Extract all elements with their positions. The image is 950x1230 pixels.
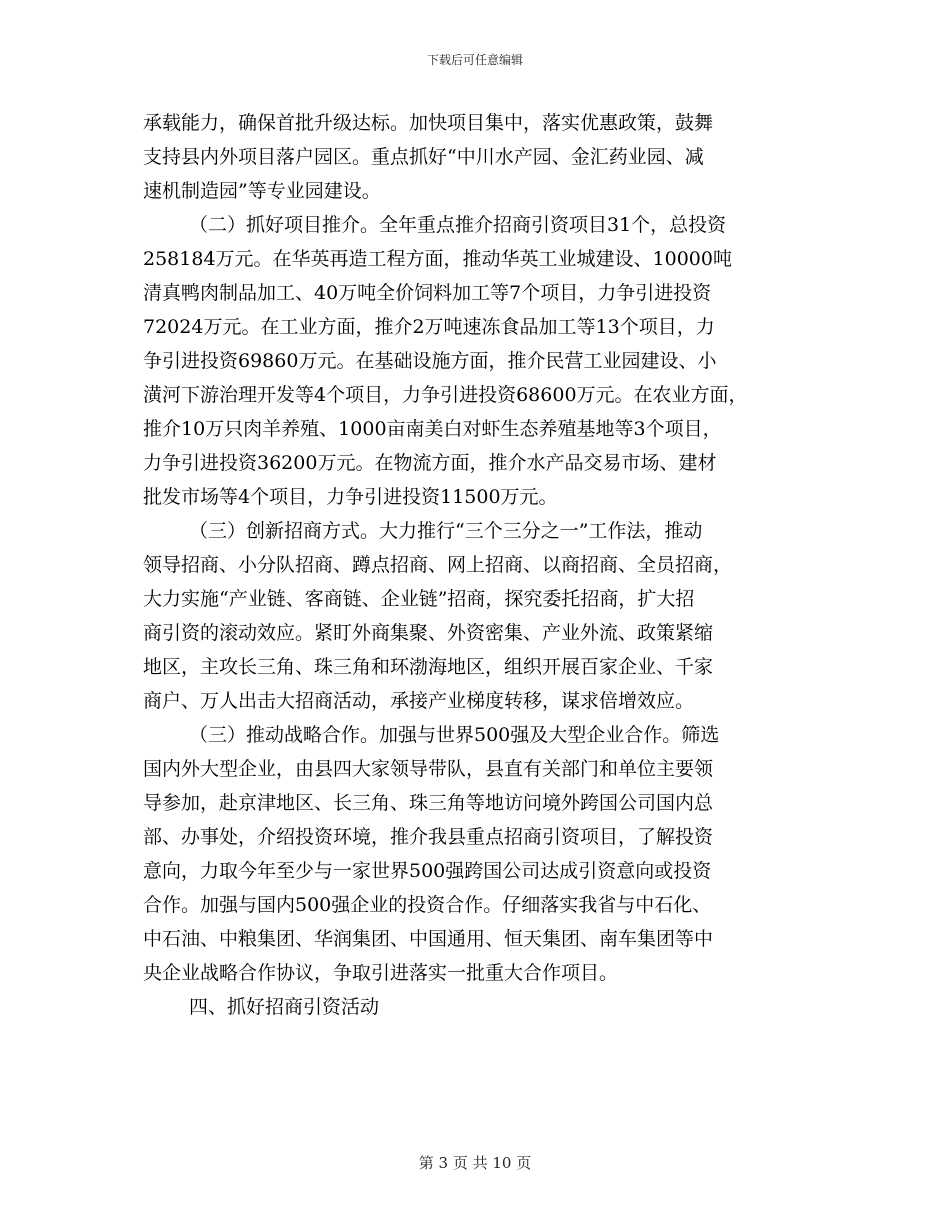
text-line: 国内外大型企业，由县四大家领导带队，县直有关部门和单位主要领 (143, 758, 714, 780)
text-line: 258184万元。在华英再造工程方面，推动华英工业城建设、10000吨 (143, 248, 732, 270)
text-line: 商户、万人出击大招商活动，承接产业梯度转移，谋求倍增效应。 (143, 690, 695, 712)
text-line: 72024万元。在工业方面，推介2万吨速冻食品加工等13个项目，力 (143, 316, 715, 338)
page-header: 下载后可任意编辑 (426, 53, 523, 67)
text-line: 清真鸭肉制品加工、40万吨全价饲料加工等7个项目，力争引进投资 (143, 282, 712, 304)
text-line: 商引资的滚动效应。紧盯外商集聚、外资密集、产业外流、政策紧缩 (143, 622, 714, 644)
text-line: 领导招商、小分队招商、蹲点招商、网上招商、以商招商、全员招商， (143, 554, 733, 576)
text-line: 意向，力取今年至少与一家世界500强跨国公司达成引资意向或投资 (143, 860, 712, 882)
text-line: 部、办事处，介绍投资环境，推介我县重点招商引资项目，了解投资 (143, 826, 714, 848)
text-line: 推介10万只肉羊养殖、1000亩南美白对虾生态养殖基地等3个项目， (143, 418, 722, 440)
text-line: 力争引进投资36200万元。在物流方面，推介水产品交易市场、建材 (143, 452, 717, 474)
paragraph-start-line: （二）抓好项目推介。全年重点推介招商引资项目31个，总投资 (189, 214, 727, 236)
text-line: 速机制造园”等专业园建设。 (143, 180, 381, 202)
text-line: 批发市场等4个项目，力争引进投资11500万元。 (143, 486, 558, 508)
text-line: 潢河下游治理开发等4个项目，力争引进投资68600万元。在农业方面， (143, 384, 748, 406)
paragraph-start-line: （三）推动战略合作。加强与世界500强及大型企业合作。筛选 (189, 724, 720, 746)
text-line: 中石油、中粮集团、华润集团、中国通用、恒天集团、南车集团等中 (143, 928, 714, 950)
text-line: 大力实施“产业链、客商链、企业链”招商，探究委托招商，扩大招 (143, 588, 695, 610)
text-line: 导参加，赴京津地区、长三角、珠三角等地访问境外跨国公司国内总 (143, 792, 714, 814)
text-line: 央企业战略合作协议，争取引进落实一批重大合作项目。 (143, 962, 619, 984)
text-line: 争引进投资69860万元。在基础设施方面，推介民营工业园建设、小 (143, 350, 717, 372)
text-line: 地区，主攻长三角、珠三角和环渤海地区，组织开展百家企业、千家 (143, 656, 714, 678)
text-line: 合作。加强与国内500强企业的投资合作。仔细落实我省与中石化、 (143, 894, 712, 916)
paragraph-start-line: （三）创新招商方式。大力推行“三个三分之一”工作法，推动 (189, 520, 703, 542)
text-line: 支持县内外项目落户园区。重点抓好“中川水产园、金汇药业园、减 (143, 146, 704, 168)
page-number: 第 3 页 共 10 页 (418, 1154, 532, 1172)
text-line: 承载能力，确保首批升级达标。加快项目集中，落实优惠政策，鼓舞 (143, 112, 714, 134)
document-body (143, 106, 833, 1024)
section-heading: 四、抓好招商引资活动 (189, 996, 380, 1018)
